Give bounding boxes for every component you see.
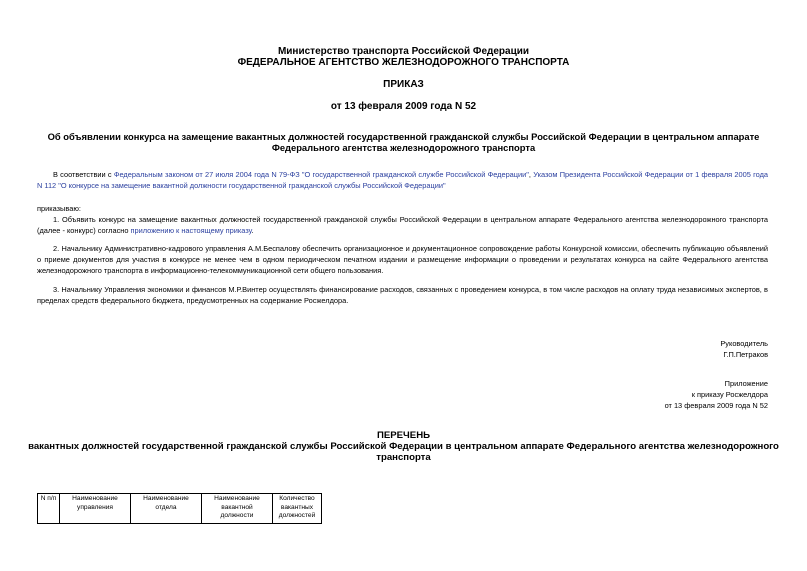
signature-role: Руководитель [720, 339, 768, 348]
col-department: Наименование управления [60, 494, 131, 524]
vacancy-table [37, 493, 322, 524]
ministry-name: Министерство транспорта Российской Федерации [277, 46, 530, 57]
doc-title-line1: Об объявлении конкурса на замещение вакантных должностей государственной гражданской службы Российской Федерации в центральном аппарате [47, 131, 760, 142]
list-subtitle-line1: вакантных должностей государственной гражданской службы Российской Федерации в центральном аппарате Федерального агентства железнодорожного [28, 441, 779, 452]
col-position: Наименование вакантной должности [202, 494, 273, 524]
appendix-line2: к приказу Росжелдора [691, 390, 768, 399]
preamble-prefix: В соответствии с [53, 170, 114, 179]
order-item-2: 2. Начальнику Административно-кадрового управления А.М.Беспалову обеспечить организационное и документационное сопровождение работы Конкурсной комиссии, обеспечить публикацию объявлений о приеме документов для участия в конкурсе не менее чем в одном периодическом печатном издании и размещение информации о проведении и результатах конкурса на сайте Федерального агентства железнодорожного транспорта в информационно-телекоммуникационной сети общего пользования. [37, 244, 768, 275]
list-subtitle-line2: транспорта [376, 452, 431, 463]
agency-name: ФЕДЕРАЛЬНОЕ АГЕНТСТВО ЖЕЛЕЗНОДОРОЖНОГО ТРАНСПОРТА [237, 57, 570, 68]
appendix-line3: от 13 февраля 2009 года N 52 [664, 401, 768, 410]
federal-law-link[interactable]: Федеральным законом от 27 июля 2004 года N 79-ФЗ "О государственной гражданской службе Российской Федерации" [113, 170, 529, 179]
doc-type: ПРИКАЗ [383, 79, 424, 90]
col-division: Наименование отдела [131, 494, 202, 524]
appendix-link[interactable]: приложению к настоящему приказу [130, 226, 252, 235]
order-item-1-text: 1. Объявить конкурс на замещение вакантных должностей государственной гражданской службы Российской Федерации в центральном аппарате Федерального агентства железнодорожного транспорта (далее - конкурс) согласно [37, 215, 768, 235]
order-item-3: 3. Начальнику Управления экономики и финансов М.Р.Винтер осуществлять финансирование расходов, связанных с проведением конкурса, в том числе расходов на оплату труда независимых экспертов, в пределах средств федерального бюджета, предусмотренных на содержание Росжелдора. [37, 285, 768, 305]
presidential-decree-link[interactable]: Указом Президента Российской Федерации от 1 февраля 2005 года N 112 "О конкурсе на замещение вакантной должности государственной гражданской службы Российской Федерации" [37, 170, 769, 190]
col-number: N п/п [38, 494, 60, 524]
doc-title-line2: Федерального агентства железнодорожного транспорта [271, 142, 536, 153]
preamble [37, 169, 768, 191]
preamble-sep: , [528, 170, 534, 179]
appendix-line1: Приложение [724, 379, 768, 388]
order-item-1 [37, 214, 768, 236]
doc-date: от 13 февраля 2009 года N 52 [330, 101, 477, 112]
signature-name: Г.П.Петраков [723, 350, 768, 359]
order-item-1-end: . [251, 226, 254, 235]
table-header-row [38, 494, 322, 524]
col-count: Количество вакантных должностей [273, 494, 322, 524]
order-word: приказываю: [37, 204, 81, 213]
list-title: ПЕРЕЧЕНЬ [376, 430, 431, 441]
